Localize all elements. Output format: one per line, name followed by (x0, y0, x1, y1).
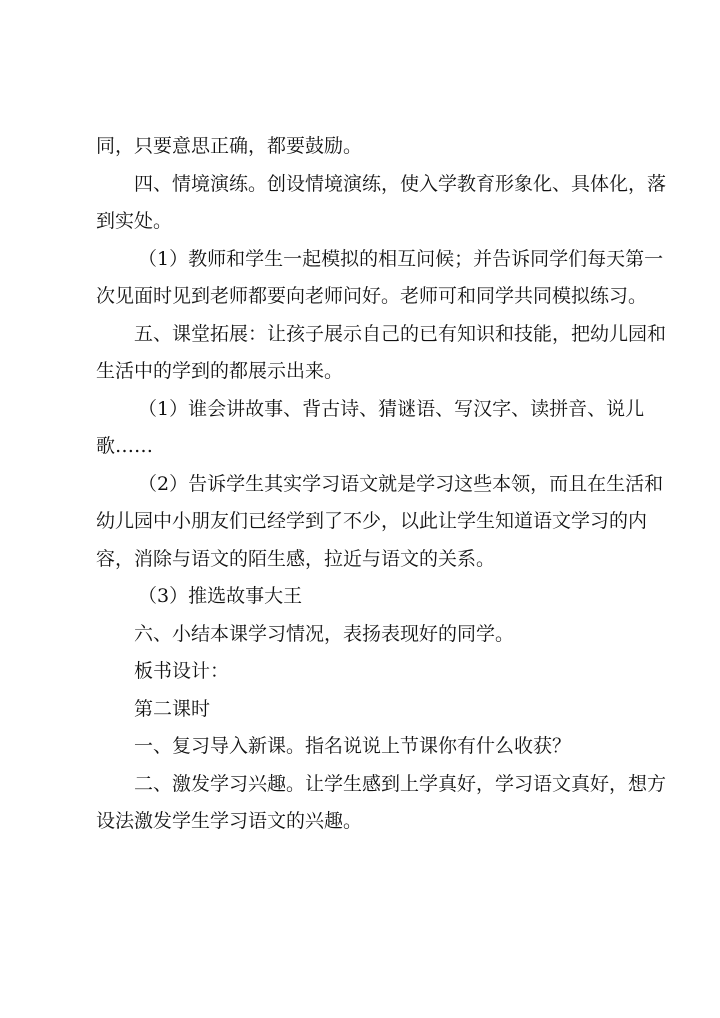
paragraph-chinese-learning: （2）告诉学生其实学习语文就是学习这些本领，而且在生活和幼儿园中小朋友们已经学到了不少，以此让学生知道语文学习的内容，消除与语文的陌生感，拉近与语文的关系。 (96, 472, 664, 570)
paragraph-story-king: （3）推选故事大王 (138, 585, 303, 607)
paragraph-class-extension: 五、课堂拓展：让孩子展示自己的已有知识和技能，把幼儿园和生活中的学到的都展示出来。 (96, 322, 667, 382)
paragraph-interest: 二、激发学习兴趣。让学生感到上学真好，学习语文真好，想方设法激发学生学习语文的兴趣。 (96, 772, 667, 832)
paragraph-skills-list: （1）谁会讲故事、背古诗、猜谜语、写汉字、读拼音、说儿歌…… (96, 397, 645, 457)
paragraph-second-lesson: 第二课时 (134, 697, 211, 720)
paragraph-board-design: 板书设计： (134, 660, 230, 682)
paragraph-greeting-practice: （1）教师和学生一起模拟的相互问候；并告诉同学们每天第一次见面时见到老师都要向老师问好。老师可和同学共同模拟练习。 (96, 247, 664, 307)
document-body (96, 128, 666, 841)
paragraph-review: 一、复习导入新课。指名说说上节课你有什么收获？ (134, 735, 572, 757)
paragraph-summary: 六、小结本课学习情况，表扬表现好的同学。 (134, 622, 515, 645)
paragraph-scenario-practice: 四、情境演练。创设情境演练，使入学教育形象化、具体化，落到实处。 (96, 172, 667, 232)
paragraph-continuation: 同，只要意思正确，都要鼓励。 (96, 135, 363, 157)
